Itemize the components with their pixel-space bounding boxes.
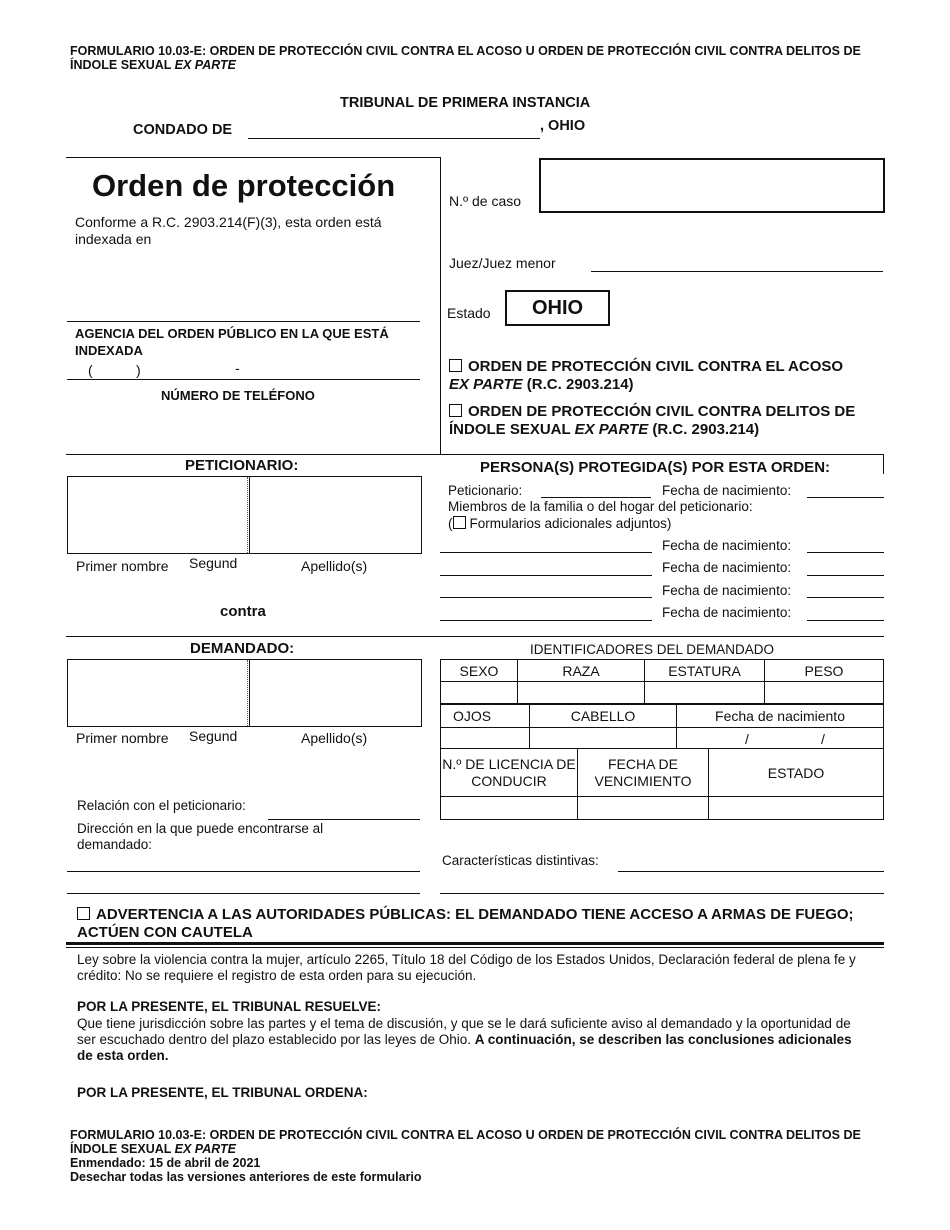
form-header <box>70 44 890 72</box>
state-label: Estado <box>447 305 491 321</box>
eyes-input[interactable] <box>441 728 530 749</box>
dob-input[interactable] <box>807 597 884 598</box>
checkbox[interactable] <box>453 516 466 529</box>
firearms-warning[interactable] <box>77 906 877 942</box>
order-type-sexual-title: ORDEN DE PROTECCIÓN CIVIL CONTRA DELITOS DE ÍNDOLE SEXUAL <box>449 403 856 438</box>
resolves-bold: A continuación, se describen las conclusiones adicionales de esta orden. <box>77 1032 852 1063</box>
resolves-body: Que tiene jurisdicción sobre las partes y el tema de discusión, y que se le dará suficiente aviso al demandado y la oportunidad de ser escuchado dentro del plazo establecido por las leyes de Ohio. <box>77 1016 851 1047</box>
protected-heading: PERSONA(S) PROTEGIDA(S) POR ESTA ORDEN: <box>480 459 831 476</box>
sex-header: SEXO <box>441 660 518 682</box>
respondent-last-label: Apellido(s) <box>301 730 368 746</box>
versus-label: contra <box>220 603 266 620</box>
family-member-input[interactable] <box>440 552 652 553</box>
phone-dash: - <box>235 360 240 376</box>
form-header-line2: ÍNDOLE SEXUAL <box>70 58 175 72</box>
judge-label: Juez/Juez menor <box>449 255 556 271</box>
firearms-warning-text: ADVERTENCIA A LAS AUTORIDADES PÚBLICAS: EL DEMANDADO TIENE ACCESO A ARMAS DE FUEGO; ACTÚEN CON CAUTELA <box>77 906 854 941</box>
phone-input-line[interactable] <box>67 379 420 380</box>
license-state-input[interactable] <box>709 797 884 820</box>
divider <box>66 636 884 637</box>
dob-label: Fecha de nacimiento: <box>662 538 792 553</box>
county-label: CONDADO DE <box>133 122 233 138</box>
state-value: OHIO <box>505 290 610 326</box>
footer-amended: Enmendado: 15 de abril de 2021 <box>70 1156 261 1170</box>
case-no-input[interactable] <box>539 158 885 213</box>
divider <box>66 454 884 455</box>
divider <box>66 947 884 948</box>
order-type-harassment-ex-parte: EX PARTE <box>449 376 523 393</box>
name-separator <box>249 477 250 553</box>
dob-input[interactable] <box>677 728 884 749</box>
additional-forms[interactable] <box>448 516 671 531</box>
race-input[interactable] <box>518 682 645 704</box>
respondent-name-box[interactable] <box>67 659 422 727</box>
name-separator <box>249 660 250 726</box>
respondent-first-label: Primer nombre <box>76 730 169 746</box>
name-separator <box>247 477 248 553</box>
dob-header: Fecha de nacimiento <box>677 705 884 728</box>
respondent-middle-label: Segund <box>189 728 238 744</box>
license-table <box>440 748 884 820</box>
footer-ex-parte: EX PARTE <box>174 1142 237 1156</box>
county-state-suffix: , OHIO <box>540 118 586 134</box>
paren-open: ( <box>448 516 453 531</box>
checkbox[interactable] <box>449 359 462 372</box>
order-type-sexual-ref: (R.C. 2903.214) <box>648 421 760 438</box>
date-slash: / <box>745 731 749 747</box>
petitioner-name-box[interactable] <box>67 476 422 554</box>
vertical-divider <box>883 454 884 474</box>
vertical-divider <box>440 157 441 454</box>
family-member-input[interactable] <box>440 575 652 576</box>
family-member-input[interactable] <box>440 597 652 598</box>
footer-line2: ÍNDOLE SEXUAL <box>70 1142 175 1156</box>
dob-label: Fecha de nacimiento: <box>662 560 792 575</box>
footer-discard: Desechar todas las versiones anteriores de este formulario <box>70 1170 422 1184</box>
sex-input[interactable] <box>441 682 518 704</box>
petitioner-heading: PETICIONARIO: <box>185 457 299 474</box>
resolves-heading: POR LA PRESENTE, EL TRIBUNAL RESUELVE: <box>77 999 382 1014</box>
features-input[interactable] <box>440 893 884 894</box>
footer-line1: FORMULARIO 10.03-E: ORDEN DE PROTECCIÓN CIVIL CONTRA EL ACOSO U ORDEN DE PROTECCIÓN CIVIL CONTRA DELITOS DE <box>70 1128 861 1142</box>
identifiers-table <box>440 659 884 704</box>
features-input[interactable] <box>618 871 884 872</box>
footer <box>70 1128 890 1184</box>
weight-header: PESO <box>765 660 884 682</box>
dob-label: Fecha de nacimiento: <box>662 583 792 598</box>
petitioner-last-label: Apellido(s) <box>301 558 368 574</box>
vawa-notice: Ley sobre la violencia contra la mujer, artículo 2265, Título 18 del Código de los Estados Unidos, Declaración federal de plena fe y crédito: No se requiere el registro de esta orden para su ejecución. <box>77 952 856 983</box>
divider <box>66 942 884 945</box>
index-note: Conforme a R.C. 2903.214(F)(3), esta orden está indexada en <box>75 214 382 247</box>
protected-petitioner-label: Peticionario: <box>448 483 523 498</box>
form-header-ex-parte: EX PARTE <box>174 58 237 72</box>
judge-input-line[interactable] <box>591 271 883 272</box>
additional-forms-label: Formularios adicionales adjuntos) <box>469 516 672 531</box>
order-type-harassment-title: ORDEN DE PROTECCIÓN CIVIL CONTRA EL ACOSO <box>468 358 844 375</box>
family-label: Miembros de la familia o del hogar del peticionario: <box>448 499 753 514</box>
agency-label: AGENCIA DEL ORDEN PÚBLICO EN LA QUE ESTÁ INDEXADA <box>75 326 389 358</box>
identifiers-heading: IDENTIFICADORES DEL DEMANDADO <box>530 642 775 657</box>
county-input-line[interactable] <box>248 138 540 139</box>
protected-petitioner-input[interactable] <box>541 497 651 498</box>
address-input[interactable] <box>67 871 420 872</box>
petitioner-middle-label: Segund <box>189 555 238 571</box>
identifiers-table-2 <box>440 704 884 749</box>
divider <box>66 157 440 158</box>
form-header-line1: FORMULARIO 10.03-E: ORDEN DE PROTECCIÓN CIVIL CONTRA EL ACOSO U ORDEN DE PROTECCIÓN CIVIL CONTRA DELITOS DE <box>70 44 861 58</box>
family-member-input[interactable] <box>440 620 652 621</box>
expiry-input[interactable] <box>578 797 709 820</box>
checkbox[interactable] <box>77 907 90 920</box>
court-title: TRIBUNAL DE PRIMERA INSTANCIA <box>340 95 591 111</box>
hair-input[interactable] <box>530 728 677 749</box>
dob-input[interactable] <box>807 552 884 553</box>
date-slash: / <box>821 731 825 747</box>
phone-label: NÚMERO DE TELÉFONO <box>161 388 315 403</box>
phone-open-paren: ( <box>88 362 93 378</box>
order-type-sexual[interactable] <box>449 403 889 439</box>
resolves-text <box>77 1016 867 1064</box>
height-input[interactable] <box>645 682 765 704</box>
license-header: N.º DE LICENCIA DE CONDUCIR <box>441 749 578 797</box>
hair-header: CABELLO <box>530 705 677 728</box>
case-no-label: N.º de caso <box>449 193 522 209</box>
respondent-heading: DEMANDADO: <box>190 640 295 657</box>
name-separator <box>247 660 248 726</box>
relation-input[interactable] <box>268 819 420 820</box>
order-type-harassment-ref: (R.C. 2903.214) <box>522 376 634 393</box>
orders-heading: POR LA PRESENTE, EL TRIBUNAL ORDENA: <box>77 1085 368 1100</box>
dob-label: Fecha de nacimiento: <box>662 605 792 620</box>
checkbox[interactable] <box>449 404 462 417</box>
order-title: Orden de protección <box>92 168 396 203</box>
state-header: ESTADO <box>709 749 884 797</box>
address-label: Dirección en la que puede encontrarse al demandado: <box>77 821 324 852</box>
weight-input[interactable] <box>765 682 884 704</box>
agency-input-line[interactable] <box>67 321 420 322</box>
dob-input[interactable] <box>807 620 884 621</box>
license-input[interactable] <box>441 797 578 820</box>
dob-input[interactable] <box>807 497 884 498</box>
dob-label: Fecha de nacimiento: <box>662 483 792 498</box>
expiry-header: FECHA DE VENCIMIENTO <box>578 749 709 797</box>
order-type-harassment[interactable] <box>449 358 879 394</box>
petitioner-first-label: Primer nombre <box>76 558 169 574</box>
relation-label: Relación con el peticionario: <box>77 798 246 813</box>
eyes-header: OJOS <box>441 705 530 728</box>
height-header: ESTATURA <box>645 660 765 682</box>
address-input[interactable] <box>67 893 420 894</box>
dob-input[interactable] <box>807 575 884 576</box>
race-header: RAZA <box>518 660 645 682</box>
phone-close-paren: ) <box>136 362 141 378</box>
order-type-sexual-ex-parte: EX PARTE <box>574 421 649 438</box>
features-label: Características distintivas: <box>442 853 599 868</box>
